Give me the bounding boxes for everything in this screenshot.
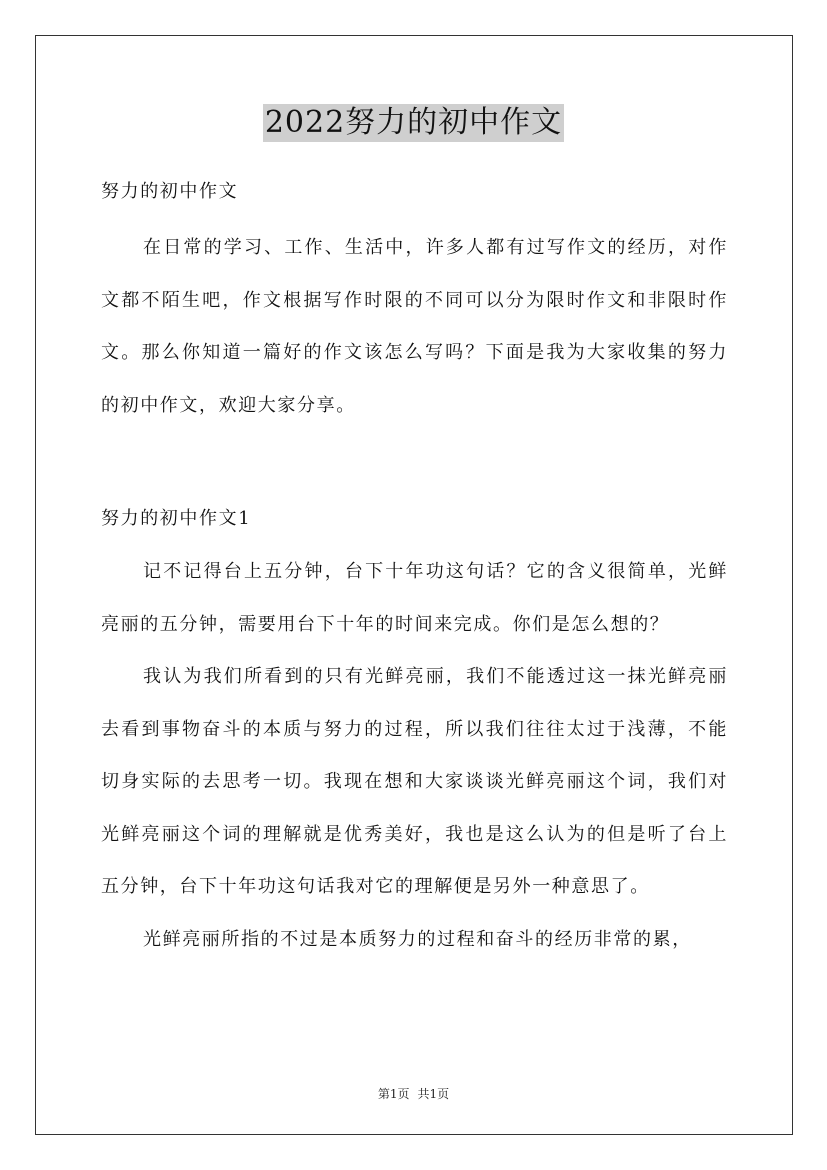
- page-footer: [0, 1085, 827, 1102]
- section1-paragraph-3: 光鲜亮丽所指的不过是本质努力的过程和奋斗的经历非常的累，: [143, 928, 692, 950]
- document-title: 2022努力的初中作文: [264, 105, 563, 140]
- title-container: [0, 104, 827, 142]
- intro-heading: 努力的初中作文: [101, 181, 239, 202]
- section1-paragraph-1: 记不记得台上五分钟，台下十年功这句话？它的含义很简单，光鲜亮丽的五分钟，需要用台下十年的时间来完成。你们是怎么想的？: [101, 561, 728, 635]
- section1-heading: 努力的初中作文1: [101, 508, 252, 529]
- intro-paragraph-block: [101, 222, 728, 432]
- section1-body: [101, 546, 728, 966]
- intro-heading-block: [101, 177, 728, 207]
- page-total: 共1页: [417, 1087, 450, 1101]
- page-number: 第1页: [377, 1087, 410, 1101]
- section1-paragraph-2: 我认为我们所看到的只有光鲜亮丽，我们不能透过这一抹光鲜亮丽去看到事物奋斗的本质与努力的过程，所以我们往往太过于浅薄，不能切身实际的去思考一切。我现在想和大家谈谈光鲜亮丽这个词，我们对光鲜亮丽这个词的理解就是优秀美好，我也是这么认为的但是听了台上五分钟，台下十年功这句话我对它的理解便是另外一种意思了。: [101, 666, 728, 897]
- intro-paragraph: 在日常的学习、工作、生活中，许多人都有过写作文的经历，对作文都不陌生吧，作文根据写作时限的不同可以分为限时作文和非限时作文。那么你知道一篇好的作文该怎么写吗？下面是我为大家收集的努力的初中作文，欢迎大家分享。: [101, 237, 728, 416]
- section1-heading-block: [101, 504, 728, 534]
